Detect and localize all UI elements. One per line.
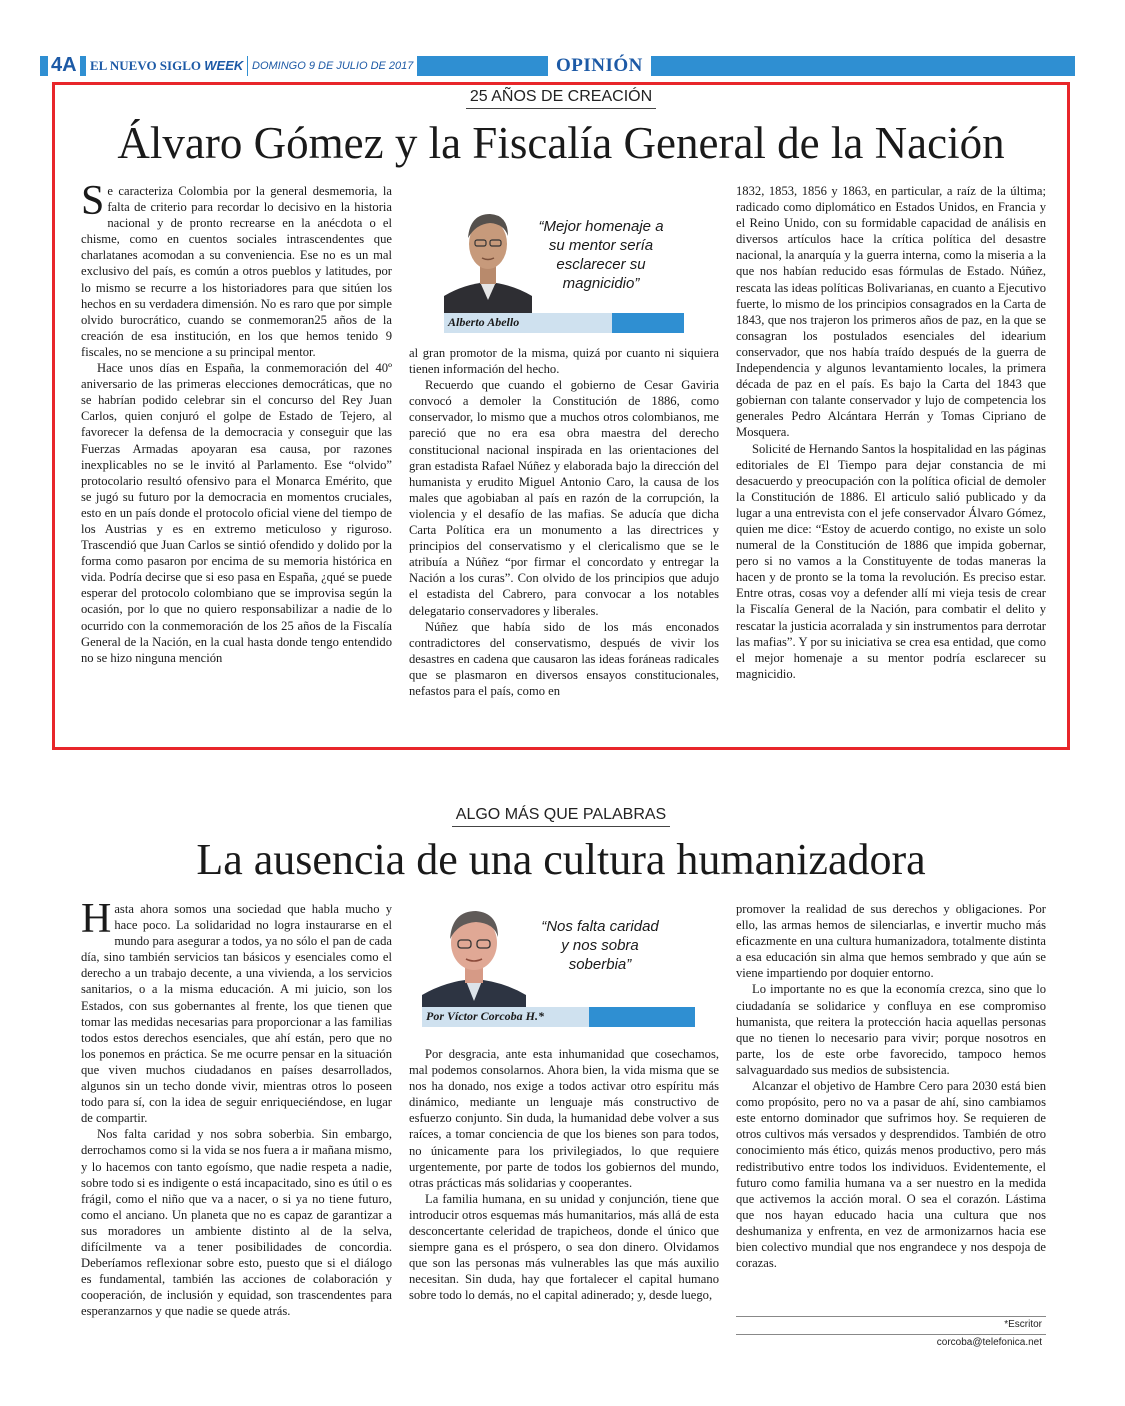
article1-col2-p2: Recuerdo que cuando el gobierno de Cesar Gaviria convocó a demoler la Constitución de 1886, como conservador, lo mismo que a muchos otros colombianos, me pareció que no era esa obra maestra del derecho constitucional nacional inspirada en las orientaciones del gran estadista Rafael Núñez y elaborada bajo la dirección del humanista y erudito Miguel Antonio Caro, la causa de los males que agobiaban al país en razón de la corrupción, la violencia y el desafío de las mafias. Se aducía que dicha Carta Política era un monumento a las directrices y principios del conservatismo y el clericalismo que se le atribuía a Núñez “por firmar el concordato y entregar la Nación a los curas”. Con olvido de los principios que adujo el estadista del Cabrero, para convocar a los notables delegatario conservadores y liberales.: [409, 378, 719, 618]
article2-col3-p1: promover la realidad de sus derechos y obligaciones. Por ello, las armas hemos de silenciarlas, e invertir mucho más eficazmente en una cultura humanizadora, totalmente distinta a esa educación sin alma que hemos sembrado y que aún se viene impartiendo por doquier entorno.: [736, 902, 1046, 981]
author-photo: [444, 200, 532, 316]
article2-column-1: [81, 896, 393, 1319]
article1-column-2: [409, 345, 719, 699]
article2-col2-p2: La familia humana, en su unidad y conjunción, tiene que introducir otros esquemas más humanitarios, más allá de esta desconcertante celeridad de trapicheos, donde el único que siempre gana es el próspero, o sea don dinero. Olvidamos que son las personas más vulnerables las que más auxilio necesitan. Sin duda, hay que fortalecer el capital humano sobre todo lo demás, no el capital adinerado; y, desde luego,: [409, 1191, 719, 1303]
author-name-bar: [422, 1007, 695, 1027]
footnote-rule: [736, 1316, 1046, 1317]
author-name-bar: [444, 313, 684, 333]
pull-quote: “Mejor homenaje a su mentor sería esclarecer su magnicidio”: [538, 218, 664, 292]
article2-col2-p1: Por desgracia, ante esta inhumanidad que cosechamos, mal podemos consolarnos. Ahora bien, la vida misma que se nos ha donado, nos exige a todos activar otro espíritu más dinámico, mediante un lenguaje más constructivo de esfuerzo conjunto. Sin duda, la humanidad debe volver a sus raíces, a tomar conciencia de que los bienes son para todos, no únicamente para los privilegiados, lo que requiere urgentemente, por parte de todos los gobiernos del mundo, otras prácticas más solidarias y cooperantes.: [409, 1047, 719, 1190]
author-name: Por Víctor Corcoba H.*: [426, 1009, 545, 1023]
article1-col3-p2: Solicité de Hernando Santos la hospitalidad en las páginas editoriales de El Tiempo para dejar constancia de mi desacuerdo y preocupación con la política oficial de demoler la Constitución de 1886. El articulo salió publicado y da lugar a una entrevista con el jefe conservador Álvaro Gómez, quien me dice: “Estoy de acuerdo contigo, no existe un solo numeral de la Constitución de 1886 que impida gobernar, pero si no vamos a la Constituyente de todas maneras la hacen y de pronto se la toma la revolución. Es preciso estar. Entre otras, cosas voy a defender allí mi vieja tesis de crear la Fiscalía General de la Nación, para combatir el delito y rescatar la justicia acorralada y sin instrumentos para derrotar las mafias”. Y por su iniciativa se crea esa entidad, que como el mejor homenaje a su mentor podría esclarecer su magnicidio.: [736, 441, 1046, 681]
article2-col1-p2: Nos falta caridad y nos sobra soberbia. Sin embargo, derrochamos como si la vida se nos fuera a ir mañana mismo, y lo hacemos con tanto egoísmo, que nadie respeta a nadie, sobre todo si es indigente o está incapacitado, sino es útil o es frágil, como el niño que va a nacer, o si ya no tiene futuro, como el anciano. Un planeta que no es capaz de garantizar a sus moradores un ambiente distinto al de la selva, difícilmente va a tener posibilidades de concordia. Deberíamos reflexionar sobre esto, puesto que si el diálogo es fundamental, también las acciones de colaboración y cooperación, de inclusión y equidad, son trascendentes para esperanzarnos y que nadie se quede atrás.: [81, 1127, 392, 1319]
masthead-bar: [40, 53, 1075, 79]
author-photo: [422, 897, 526, 1009]
article2-col3-p3: Alcanzar el objetivo de Hambre Cero para 2030 está bien como propósito, pero no va a pasar de ahí, sino cambiamos este entorno dominador que sufrimos hoy. Se requieren de otros cultivos más versados y desprendidos. También de otro conocimiento más ético, quizás menos productivo, pero más redistributivo entre todos los individuos. Evidentemente, el futuro como familia humana va a ser nuestro en la medida que activemos la acción moral. O sea el corazón. Lástima que nos hayan educado hacia una cultura que nos deshumaniza y enfrenta, en vez de armonizarnos hacia ese bien colectivo mundial que nos engrandece y nos despoja de corazas.: [736, 1079, 1046, 1271]
article1-column-3: [736, 183, 1046, 682]
author-email: corcoba@telefonica.net: [936, 1337, 1042, 1348]
article1-paragraph: [81, 178, 392, 360]
article2-kicker-text: ALGO MÁS QUE PALABRAS: [452, 806, 670, 827]
newspaper-name: [86, 56, 247, 76]
section-title: OPINIÓN: [548, 53, 651, 79]
author-footnote: *Escritor: [1004, 1319, 1042, 1330]
name-bar-accent: [612, 313, 684, 333]
page-number: 4A: [48, 54, 80, 76]
article1-kicker-text: 25 AÑOS DE CREACIÓN: [466, 88, 656, 109]
publication-date: DOMINGO 9 DE JULIO DE 2017: [248, 56, 417, 76]
drop-cap: S: [81, 178, 105, 224]
article1-col3-p1: 1832, 1853, 1856 y 1863, en particular, a raíz de la última; radicado como diplomático en Estados Unidos, en Francia y el Reino Unido, con su formidable capacidad de análisis en diversos artículos hace la crítica política del desastre nacional, la anarquía y la guerra interna, como la miseria a la que nos habían reducido esas fórmulas de Estado. Núñez, rescata las ideas políticas Bolivarianas, en cuanto a Ejecutivo fuerte, lo mismo de los principios consagrados en la Carta de 1843, que nos trajeron los primeros años de paz, en la que se consagran los postulados esenciales del idearium conservador, que nos había traído después de la guerra de Independencia y algunos levantamiento locales, la primera década de paz en el país. Es bajo la Carta del 1843 que gobiernan con talante conservador y lujo de competencia los generales Pedro Alcántara Herrán y Tomas Cipriano de Mosquera.: [736, 184, 1046, 440]
pull-quote: “Nos falta caridad y nos sobra soberbia”: [541, 918, 659, 973]
article1-col1-p1: e caracteriza Colombia por la general desmemoria, la falta de criterio para recordar lo decisivo en la historia nacional y de pronto recrearse en la anécdota o el chisme, como en cuentos sociales intrascendentes que charlatanes acomodan a su conveniencia. Ese no es un mal exclusivo del país, es común a otros pueblos y latitudes, por lo mismo se recurre a los historiadores para que sitúen los hechos en su verdadera dimensión. No es raro que por simple olvido burocrático, cuando se conmemoran25 años de la creación de esa institución, en los que hemos tenido 9 fiscales, no se mencione a su principal mentor.: [81, 184, 392, 359]
article2-column-2: [409, 1046, 719, 1304]
article1-col2-p3: Núñez que había sido de los más enconados contradictores del conservatismo, después de vivir los desastres en cadena que causaron las ideas foráneas radicales que se plasmaron en diversos ensayos constitucionales, nefastos para el país, como en: [409, 619, 719, 698]
article1-col1-p2: Hace unos días en España, la conmemoración del 40º aniversario de las primeras elecciones democráticas, que no se habrían podido celebrar sin el concurso del Rey Juan Carlos, quien conjuró el golpe de Estado de Tejero, al favorecer la defensa de la democracia y conseguir que las Fuerzas Armadas apoyaran esa causa, por razones inexplicables no se le invitó al Parlamento. Ese “olvido” protocolario resultó ofensivo para el Monarca Emérito, que se jugó su futuro por la democracia en momentos cruciales, esto en un país donde el protocolo oficial viene del tiempo de los Austrias y es en extremo meticuloso y riguroso. Trascendió que Juan Carlos se sintió ofendido y dolido por la forma como pasaron por encima de su memoria histórica en vida. Podría decirse que si eso pasa en España, ¿qué se puede esperar del protocolo colombiano que se improvisa según la ocasión, por lo que no quiero responsabilizar a nadie de lo ocurrido con la conmemoración de los 25 años de la Fiscalía General de la Nación, en la cual hasta donde tengo entendido no se hizo ninguna mención: [81, 361, 392, 665]
article2-paragraph: [81, 896, 393, 1126]
article1-headline: Álvaro Gómez y la Fiscalía General de la Nación: [117, 118, 1005, 168]
name-bar-accent: [589, 1007, 695, 1027]
article2-headline: La ausencia de una cultura humanizadora: [196, 835, 926, 884]
article2-kicker: [52, 806, 1070, 827]
drop-cap: H: [81, 896, 112, 942]
newspaper-title: EL NUEVO SIGLO: [90, 58, 201, 73]
article1-kicker: [52, 88, 1070, 109]
author-name: Alberto Abello: [448, 315, 520, 329]
article2-col3-p2: Lo importante no es que la economía crezca, sino que lo ciudadanía se solidarice y confluya en ese compromiso humanista, que reitera la protección hacia aquellas personas que no tienen lo necesario para vivir; porque nosotros en parte, los de este orbe favorecido, tampoco hemos salvaguardado sus medios de subsistencia.: [736, 982, 1046, 1077]
article2-col1-p1: asta ahora somos una sociedad que habla mucho y hace poco. La solidaridad no logra instaurarse en el mundo para asegurar a todos, ya no sólo el pan de cada día, sino también servicios tan básicos y esenciales como el derecho a un trabajo decente, a una vivienda, a los servicios sanitarios, o a la misma educación. A mi juicio, son los Estados, con sus gobernantes al frente, los que tienen que tomar las medidas necesarias para proporcionar a las familias todos estos derechos esenciales, que ahí están, pero que no los ponemos en práctica. Se me ocurre pensar en la situación que viven muchos ciudadanos en países desarrollados, algunos sin un techo donde vivir, mientras otros lo poseen todo para sí, con la idea de seguir enriqueciéndose, en lugar de compartir.: [81, 902, 393, 1126]
edition-label: WEEK: [204, 58, 244, 73]
email-rule: [736, 1334, 1046, 1335]
article1-col2-p1: al gran promotor de la misma, quizá por cuanto ni siquiera tienen información del hecho.: [409, 346, 719, 377]
article2-column-3: [736, 901, 1046, 1271]
article1-column-1: [81, 178, 392, 666]
